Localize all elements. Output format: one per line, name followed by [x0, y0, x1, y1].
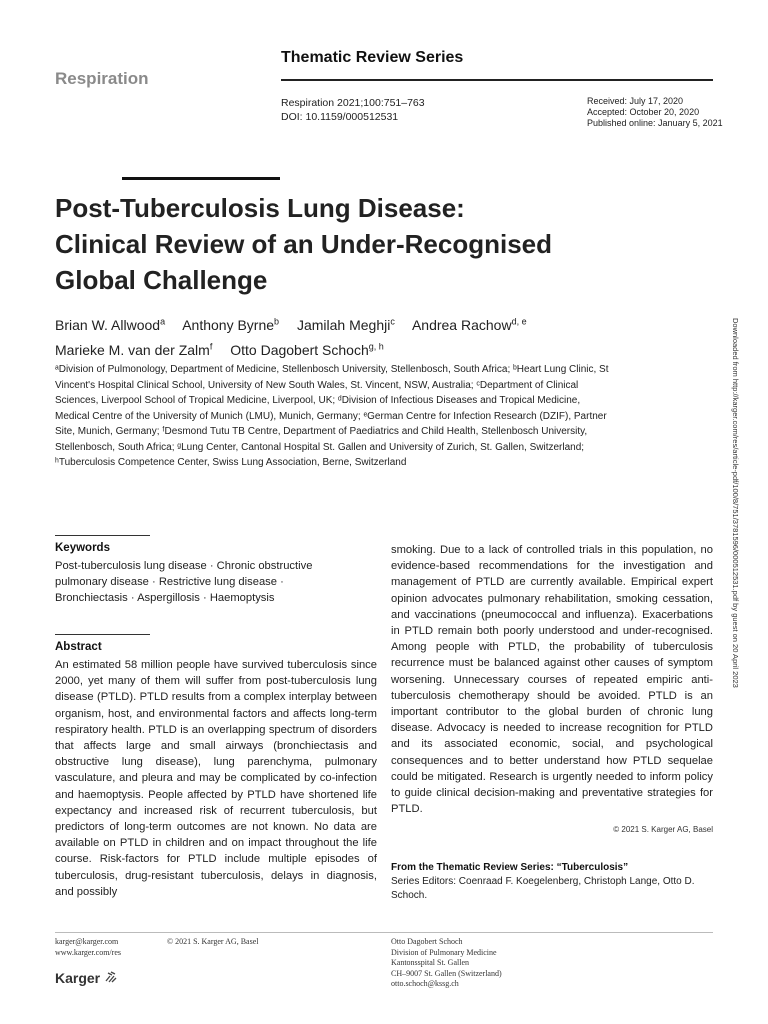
- abstract-right-column: smoking. Due to a lack of controlled trials in this population, no evidence-based recommendations for the investigation and management of PTLD are currently available. Empirical expert opinion advocates pulmonary rehabilitation, smoking cessation, and vaccinations (pneumococcal and influenza). Exacerbations in PTLD remain both poorly understood and under-recognised. Among people with PTLD, the probability of tuberculosis recurrence must be balanced against other causes of symptom worsening. Unnecessary courses of repeated empiric anti-tuberculosis chemotherapy should be avoided. PTLD is an important contributor to the global burden of chronic lung disease. Advocacy is needed to increase recognition for PTLD and its associated economic, social, and psychological consequences and to better understand how PTLD sequelae could be mitigated. Research is urgently needed to inform policy to guide clinical decision-making and preventative strategies for PTLD.: [391, 544, 713, 816]
- published-date: Published online: January 5, 2021: [587, 118, 723, 128]
- correspondence-address: [391, 937, 502, 990]
- karger-mark-icon: [104, 970, 118, 984]
- publisher-wordmark: Karger: [55, 970, 101, 986]
- accepted-date: Accepted: October 20, 2020: [587, 107, 700, 117]
- download-note-text: Downloaded from http://karger.com/res/article-pdf/100/8/751/3781596/000512531.pdf by guest on 20 April 2023: [731, 318, 740, 688]
- abstract-left-column: An estimated 58 million people have survived tuberculosis since 2000, yet many of them will suffer from post-tuberculosis lung disease (PTLD). PTLD results from a complex interplay between organism, host, and environmental factors and affects long-term respiratory health. PTLD is an overlapping spectrum of disorders that affects large and small airways (bronchiectasis and obstructive lung disease), lung parenchyma, pulmonary vasculature, and pleura and may be complicated by co-infection and haemoptysis. People affected by PTLD have shortened life expectancy and increased risk of recurrent tuberculosis, but predictors of long-term outcomes are not known. No data are available on PTLD in children and on impact throughout the life course. Risk-factors for PTLD include multiple episodes of tuberculosis, drug-resistant tuberculosis, delays in diagnosis, and possibly: [55, 659, 377, 898]
- series-title: Thematic Review Series: [281, 49, 464, 66]
- correspondence-line: Kantonsspital St. Gallen: [391, 958, 469, 967]
- keywords-text: Post-tuberculosis lung disease · Chronic obstructive pulmonary disease · Restrictive lung disease · Bronchiectasis · Aspergillosis · Haemoptysis: [55, 560, 313, 605]
- author-list: [55, 310, 675, 361]
- affiliations: ᵃDivision of Pulmonology, Department of Medicine, Stellenbosch University, Stellenbosch, South Africa; ᵇHeart Lung Clinic, St Vincent's Hospital Clinical School, University of New South Wales, St. Vincent, NSW, Australia; ᶜDepartment of Clinical Sciences, Liverpool School of Tropical Medicine, Liverpool, UK; ᵈDivision of Infectious Diseases and Tropical Medicine, Medical Centre of the University of Munich (LMU), Munich, Germany; ᵉGerman Centre for Infection Research (DZIF), Partner Site, Munich, Germany; ᶠDesmond Tutu TB Centre, Department of Paediatrics and Child Health, Stellenbosch University, Stellenbosch, South Africa; ᵍLung Center, Cantonal Hospital St. Gallen and University of Zurich, St. Gallen, Switzerland; ʰTuberculosis Competence Center, Swiss Lung Association, Berne, Switzerland: [55, 364, 609, 468]
- series-note-heading: From the Thematic Review Series: “Tuberculosis”: [391, 862, 629, 873]
- title-line: Post-Tuberculosis Lung Disease:: [55, 193, 465, 223]
- footer-contact: [55, 937, 121, 958]
- citation: Respiration 2021;100:751–763: [281, 97, 425, 109]
- journal-name: Respiration: [55, 69, 149, 88]
- title-line: Global Challenge: [55, 265, 268, 295]
- correspondence-line: Division of Pulmonary Medicine: [391, 947, 497, 957]
- series-editors: Series Editors: Coenraad F. Koegelenberg, Christoph Lange, Otto D. Schoch.: [391, 876, 695, 901]
- title-line: Clinical Review of an Under-Recognised: [55, 229, 552, 259]
- author[interactable]: Marieke M. van der Zalm$^f$: [55, 341, 213, 359]
- abstract-copyright: © 2021 S. Karger AG, Basel: [613, 825, 713, 834]
- correspondence-line: Otto Dagobert Schoch: [391, 937, 463, 946]
- abstract-heading: Abstract: [55, 641, 102, 653]
- author[interactable]: Otto Dagobert Schoch$^{g, h}$: [230, 341, 384, 359]
- keywords-heading: Keywords: [55, 542, 110, 554]
- author[interactable]: Anthony Byrne$^b$: [182, 316, 280, 333]
- download-note: [728, 318, 742, 738]
- author[interactable]: Jamilah Meghji$^c$: [296, 316, 395, 333]
- abstract-rule: [55, 634, 150, 635]
- dates-block: [587, 96, 723, 129]
- footer-rule: [55, 932, 713, 933]
- footer-copyright: © 2021 S. Karger AG, Basel: [167, 937, 259, 946]
- article-title: [55, 190, 655, 298]
- doi[interactable]: DOI: 10.1159/000512531: [281, 111, 399, 123]
- correspondence-line: CH–9007 St. Gallen (Switzerland): [391, 968, 502, 978]
- keywords-rule: [55, 535, 150, 536]
- publisher-logo: [55, 970, 118, 986]
- citation-block: [281, 96, 425, 124]
- header-rule: [281, 79, 713, 81]
- title-accent-bar: [122, 177, 280, 180]
- publisher-email[interactable]: karger@karger.com: [55, 937, 119, 946]
- author[interactable]: Brian W. Allwood$^a$: [55, 316, 166, 333]
- author[interactable]: Andrea Rachow$^{d, e}$: [411, 316, 527, 333]
- publisher-website[interactable]: www.karger.com/res: [55, 947, 121, 957]
- correspondence-email[interactable]: otto.schoch@kssg.ch: [391, 979, 459, 988]
- received-date: Received: July 17, 2020: [587, 96, 684, 106]
